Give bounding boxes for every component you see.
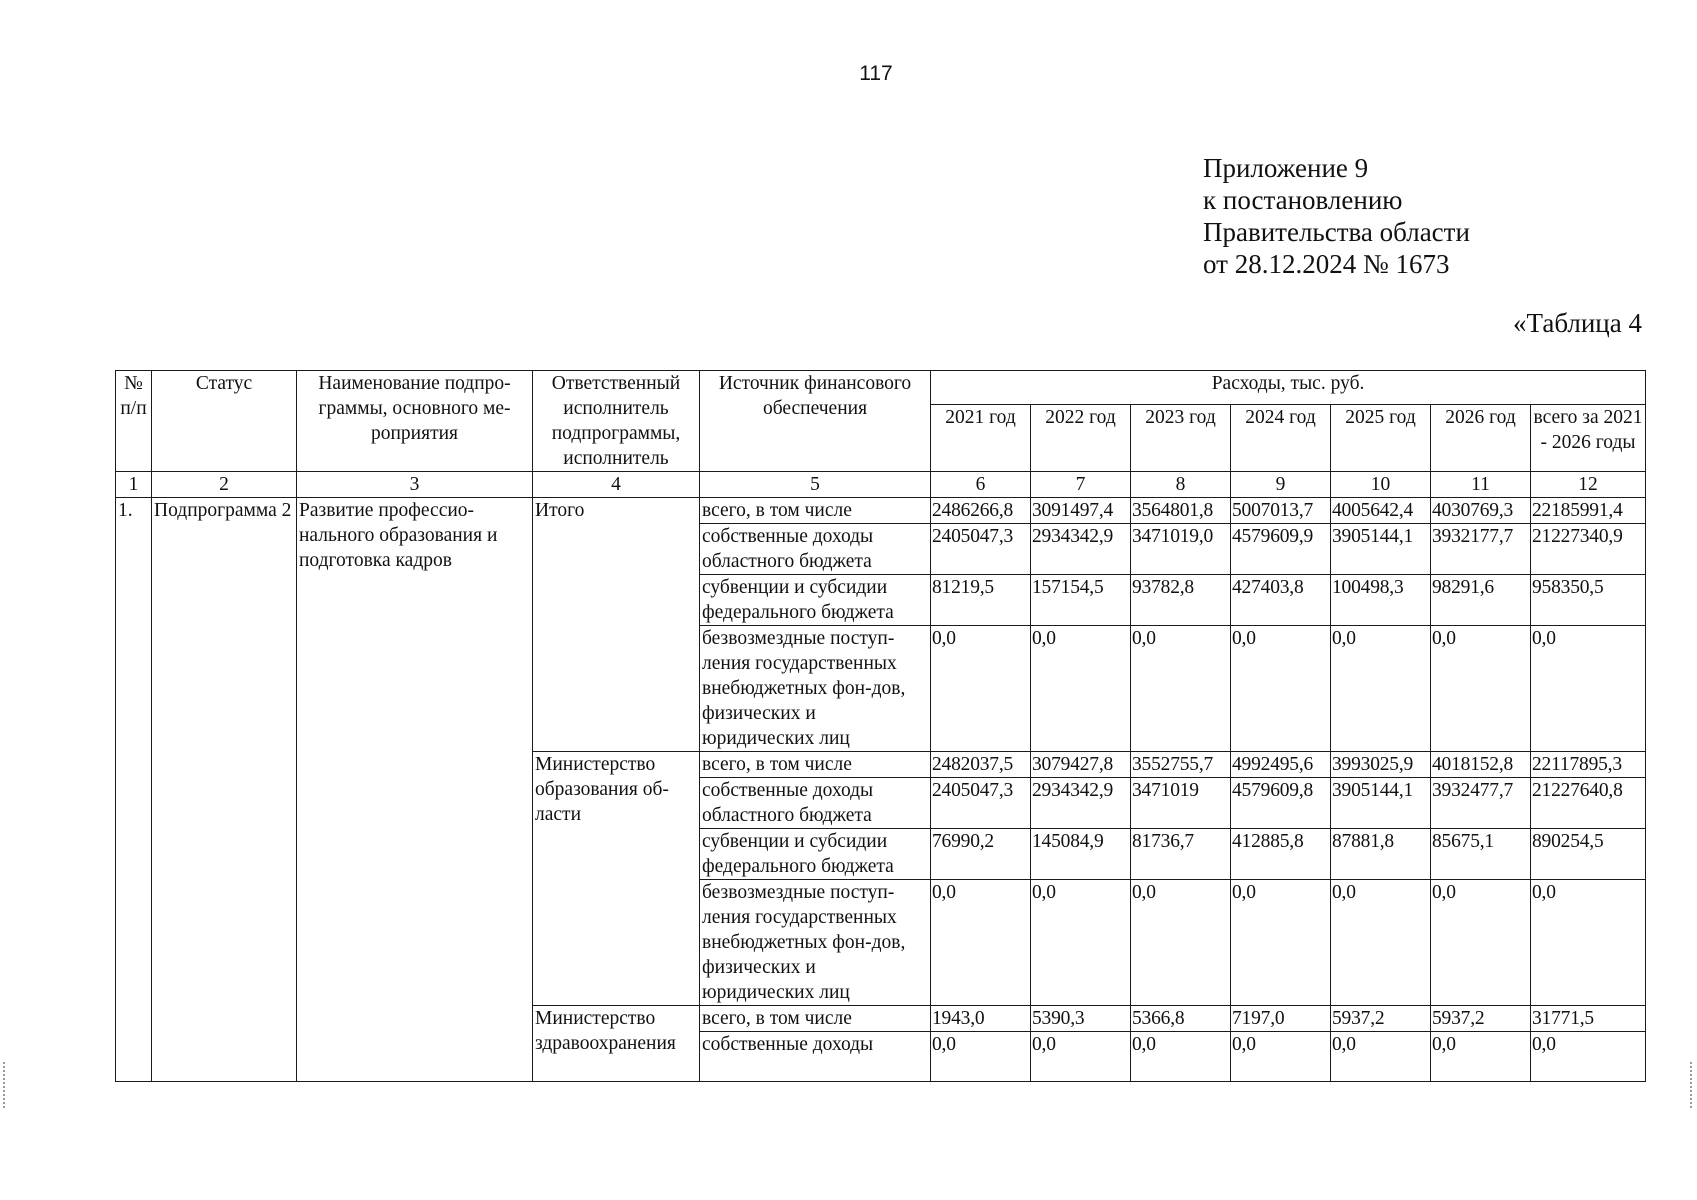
value-cell: 98291,6 bbox=[1431, 575, 1531, 626]
source-cell: всего, в том числе bbox=[700, 1006, 931, 1032]
value-cell: 7197,0 bbox=[1231, 1006, 1331, 1032]
column-number: 10 bbox=[1331, 472, 1431, 498]
column-number: 7 bbox=[1031, 472, 1131, 498]
header-year-total: всего за 2021 - 2026 годы bbox=[1531, 405, 1646, 472]
source-cell: всего, в том числе bbox=[700, 498, 931, 524]
page-number: 117 bbox=[859, 62, 893, 85]
value-cell: 3993025,9 bbox=[1331, 752, 1431, 778]
value-cell: 412885,8 bbox=[1231, 829, 1331, 880]
header-year: 2024 год bbox=[1231, 405, 1331, 472]
table-caption: «Таблица 4 bbox=[1513, 308, 1642, 338]
value-cell: 3079427,8 bbox=[1031, 752, 1131, 778]
header-year: 2021 год bbox=[931, 405, 1031, 472]
column-number: 2 bbox=[152, 472, 297, 498]
value-cell: 4030769,3 bbox=[1431, 498, 1531, 524]
value-cell: 3905144,1 bbox=[1331, 778, 1431, 829]
value-cell: 1943,0 bbox=[931, 1006, 1031, 1032]
executor-cell: Министерство здравоохранения bbox=[533, 1006, 700, 1082]
total-cell: 958350,5 bbox=[1531, 575, 1646, 626]
value-cell: 2405047,3 bbox=[931, 778, 1031, 829]
value-cell: 2482037,5 bbox=[931, 752, 1031, 778]
source-cell: субвенции и субсидии федерального бюджета bbox=[700, 829, 931, 880]
value-cell: 2405047,3 bbox=[931, 524, 1031, 575]
column-number: 11 bbox=[1431, 472, 1531, 498]
value-cell: 145084,9 bbox=[1031, 829, 1131, 880]
value-cell: 3564801,8 bbox=[1131, 498, 1231, 524]
value-cell: 0,0 bbox=[1331, 1032, 1431, 1082]
value-cell: 0,0 bbox=[1231, 880, 1331, 1006]
executor-cell: Министерство образования об-ласти bbox=[533, 752, 700, 1006]
value-cell: 427403,8 bbox=[1231, 575, 1331, 626]
value-cell: 3091497,4 bbox=[1031, 498, 1131, 524]
value-cell: 2934342,9 bbox=[1031, 778, 1131, 829]
value-cell: 3471019 bbox=[1131, 778, 1231, 829]
header-source: Источник финансового обеспечения bbox=[700, 371, 931, 472]
column-number: 1 bbox=[116, 472, 152, 498]
appendix-block bbox=[1203, 152, 1470, 280]
value-cell: 0,0 bbox=[1431, 1032, 1531, 1082]
value-cell: 0,0 bbox=[1031, 1032, 1131, 1082]
scan-margin-mark bbox=[3, 1062, 7, 1108]
value-cell: 0,0 bbox=[1131, 626, 1231, 752]
value-cell: 0,0 bbox=[1131, 880, 1231, 1006]
header-year: 2026 год bbox=[1431, 405, 1531, 472]
value-cell: 4992495,6 bbox=[1231, 752, 1331, 778]
column-number: 8 bbox=[1131, 472, 1231, 498]
value-cell: 2486266,8 bbox=[931, 498, 1031, 524]
source-cell: всего, в том числе bbox=[700, 752, 931, 778]
value-cell: 0,0 bbox=[1231, 1032, 1331, 1082]
value-cell: 93782,8 bbox=[1131, 575, 1231, 626]
value-cell: 5937,2 bbox=[1331, 1006, 1431, 1032]
column-number: 3 bbox=[297, 472, 533, 498]
source-cell: безвозмездные поступ-ления государственных внебюджетных фон-дов, физических и юридических лиц bbox=[700, 626, 931, 752]
value-cell: 3905144,1 bbox=[1331, 524, 1431, 575]
column-number: 9 bbox=[1231, 472, 1331, 498]
value-cell: 0,0 bbox=[1431, 626, 1531, 752]
header-num: № п/п bbox=[116, 371, 152, 472]
value-cell: 0,0 bbox=[931, 1032, 1031, 1082]
value-cell: 2934342,9 bbox=[1031, 524, 1131, 575]
source-cell: собственные доходы областного бюджета bbox=[700, 778, 931, 829]
value-cell: 4579609,8 bbox=[1231, 778, 1331, 829]
header-year: 2023 год bbox=[1131, 405, 1231, 472]
scan-margin-mark bbox=[1690, 1062, 1694, 1108]
total-cell: 890254,5 bbox=[1531, 829, 1646, 880]
value-cell: 4005642,4 bbox=[1331, 498, 1431, 524]
value-cell: 0,0 bbox=[1331, 880, 1431, 1006]
value-cell: 3932477,7 bbox=[1431, 778, 1531, 829]
value-cell: 3552755,7 bbox=[1131, 752, 1231, 778]
header-year: 2022 год bbox=[1031, 405, 1131, 472]
column-numbers-row bbox=[116, 472, 1646, 498]
value-cell: 5366,8 bbox=[1131, 1006, 1231, 1032]
header-name: Наименование подпро-граммы, основного ме-роприятия bbox=[297, 371, 533, 472]
value-cell: 0,0 bbox=[931, 880, 1031, 1006]
total-cell: 21227340,9 bbox=[1531, 524, 1646, 575]
value-cell: 3471019,0 bbox=[1131, 524, 1231, 575]
source-cell: субвенции и субсидии федерального бюджета bbox=[700, 575, 931, 626]
header-executor: Ответственный исполнитель подпрограммы, исполнитель bbox=[533, 371, 700, 472]
status-cell: Подпрограмма 2 bbox=[152, 498, 297, 1082]
total-cell: 0,0 bbox=[1531, 880, 1646, 1006]
value-cell: 76990,2 bbox=[931, 829, 1031, 880]
header-status: Статус bbox=[152, 371, 297, 472]
table-row bbox=[116, 498, 1646, 524]
executor-cell: Итого bbox=[533, 498, 700, 752]
financing-table bbox=[115, 370, 1646, 1082]
total-cell: 22117895,3 bbox=[1531, 752, 1646, 778]
value-cell: 5390,3 bbox=[1031, 1006, 1131, 1032]
total-cell: 0,0 bbox=[1531, 626, 1646, 752]
total-cell: 21227640,8 bbox=[1531, 778, 1646, 829]
value-cell: 0,0 bbox=[1031, 626, 1131, 752]
appendix-line: к постановлению bbox=[1203, 185, 1403, 215]
value-cell: 0,0 bbox=[1331, 626, 1431, 752]
row-number: 1. bbox=[116, 498, 152, 1082]
header-expenses: Расходы, тыс. руб. bbox=[931, 371, 1646, 405]
column-number: 12 bbox=[1531, 472, 1646, 498]
appendix-line: от 28.12.2024 № 1673 bbox=[1203, 249, 1450, 279]
value-cell: 5937,2 bbox=[1431, 1006, 1531, 1032]
value-cell: 87881,8 bbox=[1331, 829, 1431, 880]
value-cell: 81219,5 bbox=[931, 575, 1031, 626]
value-cell: 100498,3 bbox=[1331, 575, 1431, 626]
value-cell: 81736,7 bbox=[1131, 829, 1231, 880]
appendix-line: Правительства области bbox=[1203, 217, 1470, 247]
header-row bbox=[116, 371, 1646, 405]
value-cell: 0,0 bbox=[931, 626, 1031, 752]
name-cell: Развитие профессио-нального образования и подготовка кадров bbox=[297, 498, 533, 1082]
value-cell: 0,0 bbox=[1131, 1032, 1231, 1082]
source-cell: собственные доходы областного бюджета bbox=[700, 524, 931, 575]
total-cell: 22185991,4 bbox=[1531, 498, 1646, 524]
appendix-line: Приложение 9 bbox=[1203, 153, 1369, 183]
source-cell: собственные доходы bbox=[700, 1032, 931, 1082]
header-year: 2025 год bbox=[1331, 405, 1431, 472]
value-cell: 3932177,7 bbox=[1431, 524, 1531, 575]
total-cell: 31771,5 bbox=[1531, 1006, 1646, 1032]
value-cell: 0,0 bbox=[1031, 880, 1131, 1006]
total-cell: 0,0 bbox=[1531, 1032, 1646, 1082]
value-cell: 0,0 bbox=[1231, 626, 1331, 752]
value-cell: 4018152,8 bbox=[1431, 752, 1531, 778]
value-cell: 4579609,9 bbox=[1231, 524, 1331, 575]
value-cell: 85675,1 bbox=[1431, 829, 1531, 880]
column-number: 4 bbox=[533, 472, 700, 498]
value-cell: 157154,5 bbox=[1031, 575, 1131, 626]
source-cell: безвозмездные поступ-ления государственных внебюджетных фон-дов, физических и юридических лиц bbox=[700, 880, 931, 1006]
column-number: 6 bbox=[931, 472, 1031, 498]
value-cell: 5007013,7 bbox=[1231, 498, 1331, 524]
column-number: 5 bbox=[700, 472, 931, 498]
value-cell: 0,0 bbox=[1431, 880, 1531, 1006]
